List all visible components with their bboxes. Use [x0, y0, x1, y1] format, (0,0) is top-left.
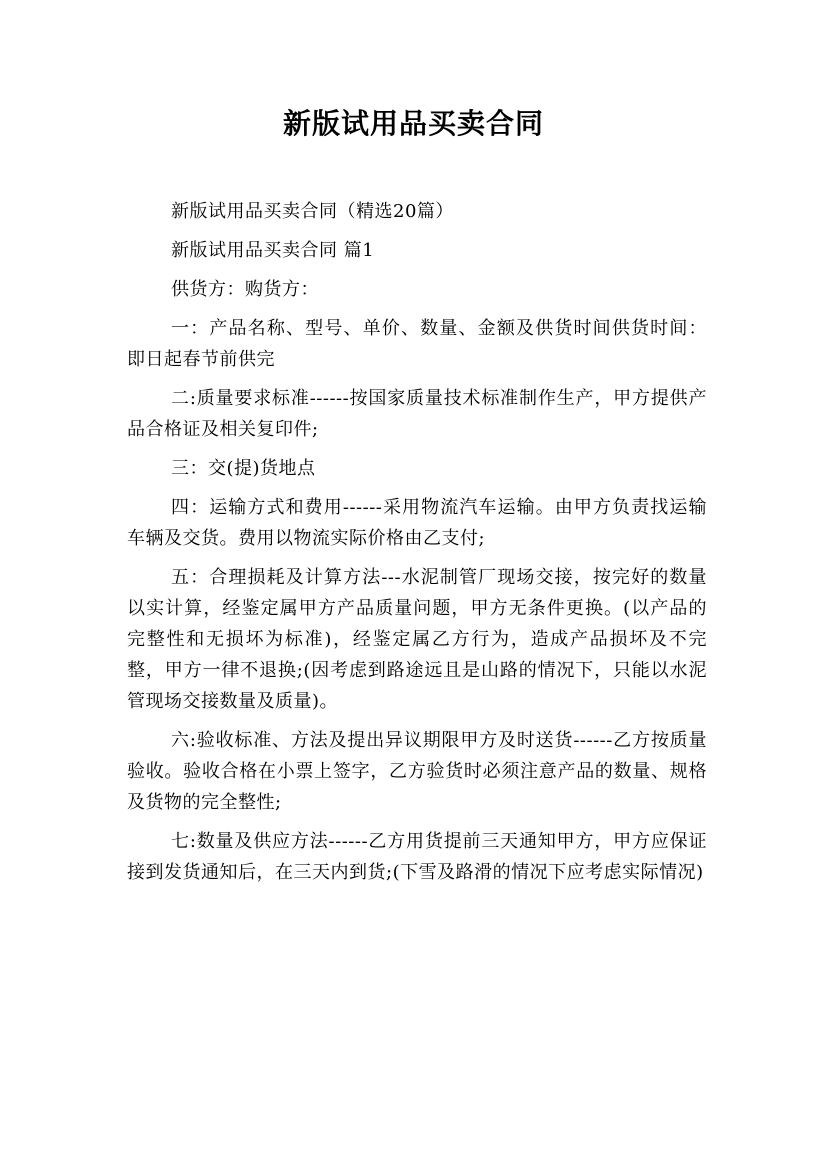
paragraph-clause-2: 二:质量要求标准------按国家质量技术标准制作生产，甲方提供产品合格证及相关复印件; — [127, 388, 707, 440]
paragraph-clause-3: 三：交(提)货地点 — [171, 458, 316, 479]
document-title: 新版试用品买卖合同 — [282, 107, 544, 140]
paragraph-parties: 供货方：购货方： — [171, 279, 319, 300]
paragraph-clause-4: 四：运输方式和费用------采用物流汽车运输。由甲方负责找运输车辆及交货。费用以物流实际价格由乙支付; — [127, 497, 707, 549]
paragraph-clause-7: 七:数量及供应方法------乙方用货提前三天通知甲方，甲方应保证接到发货通知后，在三天内到货;(下雪及路滑的情况下应考虑实际情况) — [127, 831, 707, 883]
document-body — [127, 196, 707, 896]
paragraph-subtitle: 新版试用品买卖合同（精选20篇） — [171, 201, 454, 222]
paragraph-clause-5: 五：合理损耗及计算方法---水泥制管厂现场交接，按完好的数量以实计算，经鉴定属甲方产品质量问题，甲方无条件更换。(以产品的完整性和无损坏为标准)，经鉴定属乙方行为，造成产品损坏及不完整，甲方一律不退换;(因考虑到路途远且是山路的情况下，只能以水泥管现场交接数量及质量)。 — [127, 567, 707, 712]
paragraph-clause-6: 六:验收标准、方法及提出异议期限甲方及时送货------乙方按质量验收。验收合格在小票上签字，乙方验货时必须注意产品的数量、规格及货物的完全整性; — [127, 730, 707, 813]
paragraph-section-heading: 新版试用品买卖合同 篇1 — [171, 240, 375, 261]
paragraph-clause-1: 一：产品名称、型号、单价、数量、金额及供货时间供货时间：即日起春节前供完 — [127, 318, 707, 370]
